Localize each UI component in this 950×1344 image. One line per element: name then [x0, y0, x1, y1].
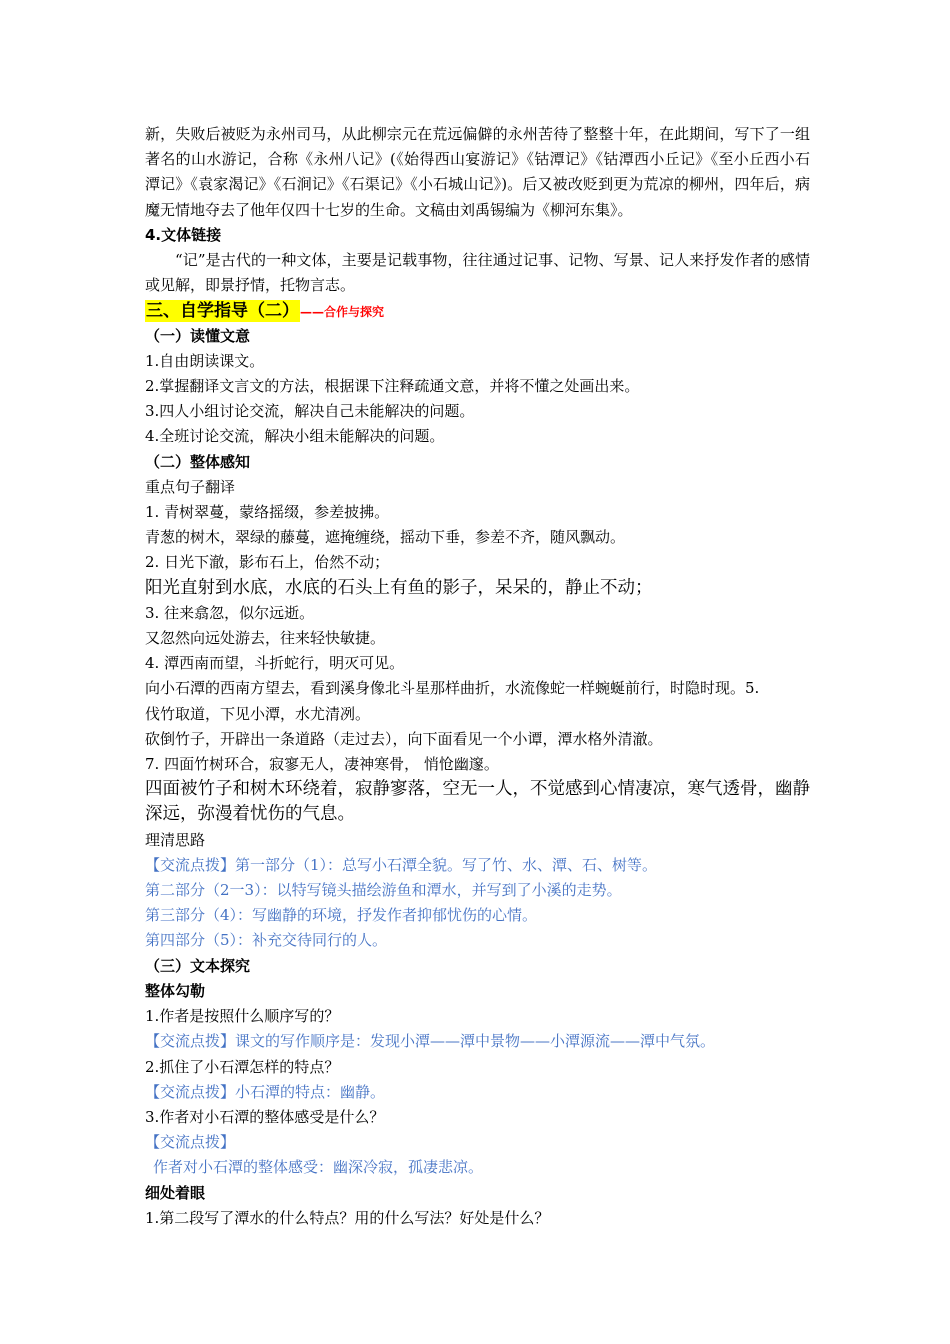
part-1-item: 3.四人小组讨论交流，解决自己未能解决的问题。 [145, 402, 475, 421]
translation-1: 青葱的树木，翠绿的藤蔓，遮掩缠绕，摇动下垂，参差不齐，随风飘动。 [145, 528, 626, 547]
genre-heading: 4.文体链接 [145, 225, 222, 244]
question-2: 2.抓住了小石潭怎样的特点？ [145, 1057, 340, 1076]
answer-3: 作者对小石潭的整体感受：幽深冷寂，孤凄悲凉。 [153, 1158, 484, 1177]
sentence-5: 伐竹取道，下见小潭，水尤清冽。 [145, 704, 371, 723]
sentence-3: 3. 往来翕忽，似尔远逝。 [145, 603, 315, 622]
intro-paragraph: 新，失败后被贬为永州司马，从此柳宗元在荒远偏僻的永州苦待了整整十年，在此期间，写下了一组著名的山水游记，合称《永州八记》(《始得西山宴游记》《钴潭记》《钴潭西小丘记》《至小丘西小石潭记》《袁家渴记》《石涧记》《石渠记》《小石城山记》)。后又被改贬到更为荒凉的柳州，四年后，病魔无情地夺去了他年仅四十七岁的生命。文稿由刘禹锡编为《柳河东集》。 [145, 125, 810, 219]
sentence-7: 7. 四面竹树环合，寂寥无人，凄神寒骨， 悄怆幽邃。 [145, 755, 499, 774]
question-1: 1.作者是按照什么顺序写的？ [145, 1007, 340, 1026]
question-4: 1.第二段写了潭水的什么特点？用的什么写法？好处是什么？ [145, 1208, 550, 1227]
translation-4: 向小石潭的西南方望去，看到溪身像北斗星那样曲折，水流像蛇一样蜿蜒前行，时隐时现。5. [145, 679, 760, 698]
overall-heading: 整体勾勒 [145, 981, 206, 1000]
section-3-heading [145, 298, 810, 323]
section-3-title: 三、自学指导（二） [146, 301, 299, 322]
outline-item: 第四部分（5）：补充交待同行的人。 [145, 931, 388, 950]
part-1-item: 2.掌握翻译文言文的方法，根据课下注释疏通文意，并将不懂之处画出来。 [145, 377, 640, 396]
outline-item: 【交流点拨】第一部分（1）：总写小石潭全貌。写了竹、水、潭、石、树等。 [145, 855, 658, 874]
answer-2: 【交流点拨】小石潭的特点：幽静。 [145, 1082, 386, 1101]
part-2-heading: （二）整体感知 [145, 452, 251, 471]
sentence-2: 2. 日光下澈，影布石上，佁然不动； [145, 553, 390, 572]
question-3: 3.作者对小石潭的整体感受是什么？ [145, 1107, 385, 1126]
translation-3: 又忽然向远处游去，往来轻快敏捷。 [145, 629, 386, 648]
sentence-4: 4. 潭西南而望，斗折蛇行，明灭可见。 [145, 654, 405, 673]
answer-3-label: 【交流点拨】 [145, 1133, 236, 1152]
part-1-item: 1.自由朗读课文。 [145, 351, 265, 370]
outline-label: 理清思路 [145, 830, 206, 849]
part-1-item: 4.全班讨论交流，解决小组未能解决的问题。 [145, 427, 445, 446]
outline-item: 第二部分（2一3）：以特写镜头描绘游鱼和潭水，并写到了小溪的走势。 [145, 881, 622, 900]
answer-1: 【交流点拨】课文的写作顺序是：发现小潭——潭中景物——小潭源流——潭中气氛。 [145, 1032, 716, 1051]
outline-item: 第三部分（4）：写幽静的环境，抒发作者抑郁忧伤的心情。 [145, 906, 538, 925]
detail-heading: 细处着眼 [145, 1183, 206, 1202]
part-3-heading: （三）文本探究 [145, 956, 251, 975]
section-3-subtitle: ——合作与探究 [300, 305, 385, 320]
part-1-heading: （一）读懂文意 [145, 326, 251, 345]
key-sentences-label: 重点句子翻译 [145, 477, 236, 496]
translation-5: 砍倒竹子，开辟出一条道路（走过去），向下面看见一个小谭，潭水格外清澈。 [145, 729, 663, 748]
translation-7: 四面被竹子和树木环绕着，寂静寥落，空无一人，不觉感到心情凄凉，寒气透骨，幽静深远，弥漫着忧伤的气息。 [145, 779, 810, 825]
genre-paragraph: “记”是古代的一种文体，主要是记载事物，往往通过记事、记物、写景、记人来抒发作者的感情或见解，即景抒情，托物言志。 [145, 251, 810, 295]
document-page [145, 122, 810, 1231]
sentence-1: 1. 青树翠蔓，蒙络摇缀，参差披拂。 [145, 503, 390, 522]
translation-2: 阳光直射到水底，水底的石头上有鱼的影子，呆呆的，静止不动； [145, 577, 653, 598]
